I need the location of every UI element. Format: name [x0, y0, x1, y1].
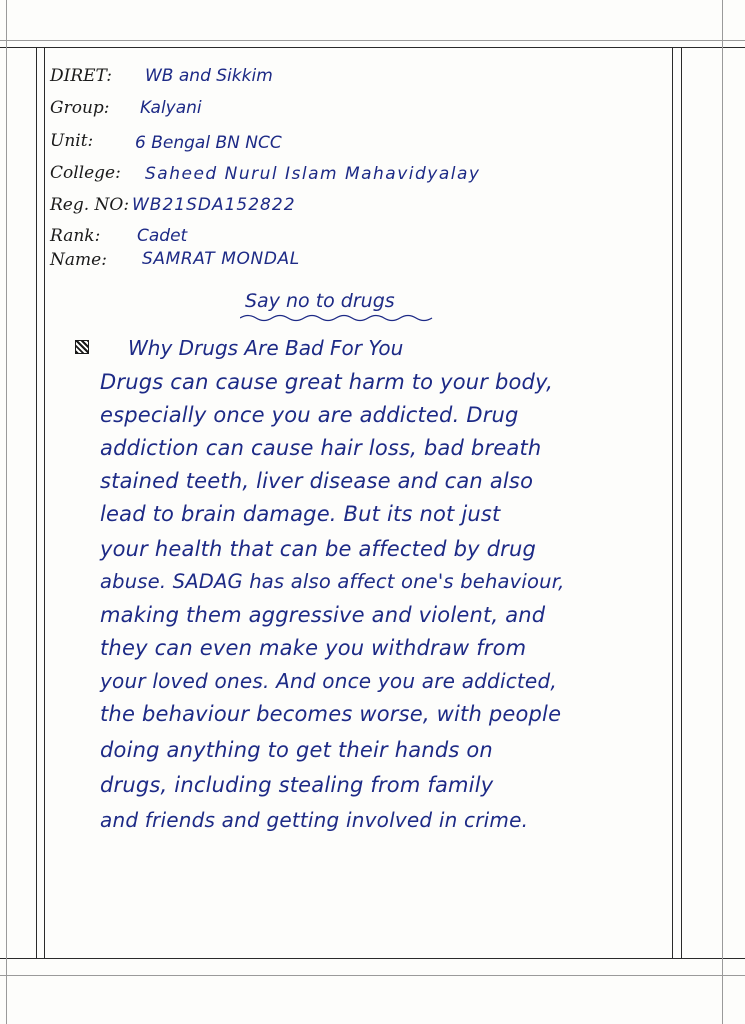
- checkbox-bullet-icon: [75, 340, 89, 354]
- field-label-unit: Unit:: [50, 131, 94, 151]
- right-edge-faint: [722, 0, 723, 1024]
- essay-line: your health that can be affected by drug: [100, 537, 537, 561]
- field-label-rank: Rank:: [50, 226, 101, 246]
- field-value-rank: Cadet: [137, 226, 188, 246]
- essay-line: the behaviour becomes worse, with people: [100, 702, 562, 726]
- essay-line: they can even make you withdraw from: [100, 636, 527, 660]
- left-edge-faint: [6, 0, 7, 1024]
- essay-line: your loved ones. And once you are addicted,: [100, 669, 557, 693]
- field-label-name: Name:: [50, 250, 107, 270]
- bottom-faint-rule: [0, 975, 745, 976]
- field-value-direct: WB and Sikkim: [145, 66, 273, 86]
- left-margin-rule-1: [36, 47, 37, 958]
- field-value-college: Saheed Nurul Islam Mahavidyalay: [145, 164, 481, 184]
- essay-line: making them aggressive and violent, and: [100, 603, 546, 627]
- field-value-unit: 6 Bengal BN NCC: [135, 133, 282, 153]
- essay-line: drugs, including stealing from family: [100, 773, 494, 797]
- essay-line: especially once you are addicted. Drug: [100, 403, 519, 427]
- right-margin-rule-2: [681, 47, 682, 958]
- field-value-reg-no: WB21SDA152822: [132, 195, 296, 215]
- top-rule: [0, 47, 745, 48]
- bottom-rule: [0, 958, 745, 959]
- essay-line: and friends and getting involved in crime.: [100, 808, 529, 832]
- title-wavy-underline: [240, 313, 435, 323]
- essay-line: abuse. SADAG has also affect one's behaviour,: [100, 570, 565, 593]
- essay-line: lead to brain damage. But its not just: [100, 502, 501, 526]
- essay-line: addiction can cause hair loss, bad breath: [100, 436, 542, 460]
- field-label-direct: DIRET:: [50, 66, 113, 86]
- field-label-group: Group:: [50, 98, 110, 118]
- left-margin-rule-2: [44, 47, 45, 958]
- right-margin-rule-1: [672, 47, 673, 958]
- essay-line: doing anything to get their hands on: [100, 738, 493, 762]
- field-label-reg-no: Reg. NO:: [50, 195, 130, 215]
- top-faint-rule: [0, 40, 745, 41]
- essay-line: stained teeth, liver disease and can also: [100, 469, 534, 493]
- field-value-name: SAMRAT MONDAL: [142, 249, 300, 269]
- essay-title: Say no to drugs: [245, 290, 395, 312]
- field-value-group: Kalyani: [140, 98, 202, 118]
- essay-subheading: Why Drugs Are Bad For You: [128, 336, 404, 360]
- essay-line: Drugs can cause great harm to your body,: [100, 370, 553, 394]
- field-label-college: College:: [50, 163, 121, 183]
